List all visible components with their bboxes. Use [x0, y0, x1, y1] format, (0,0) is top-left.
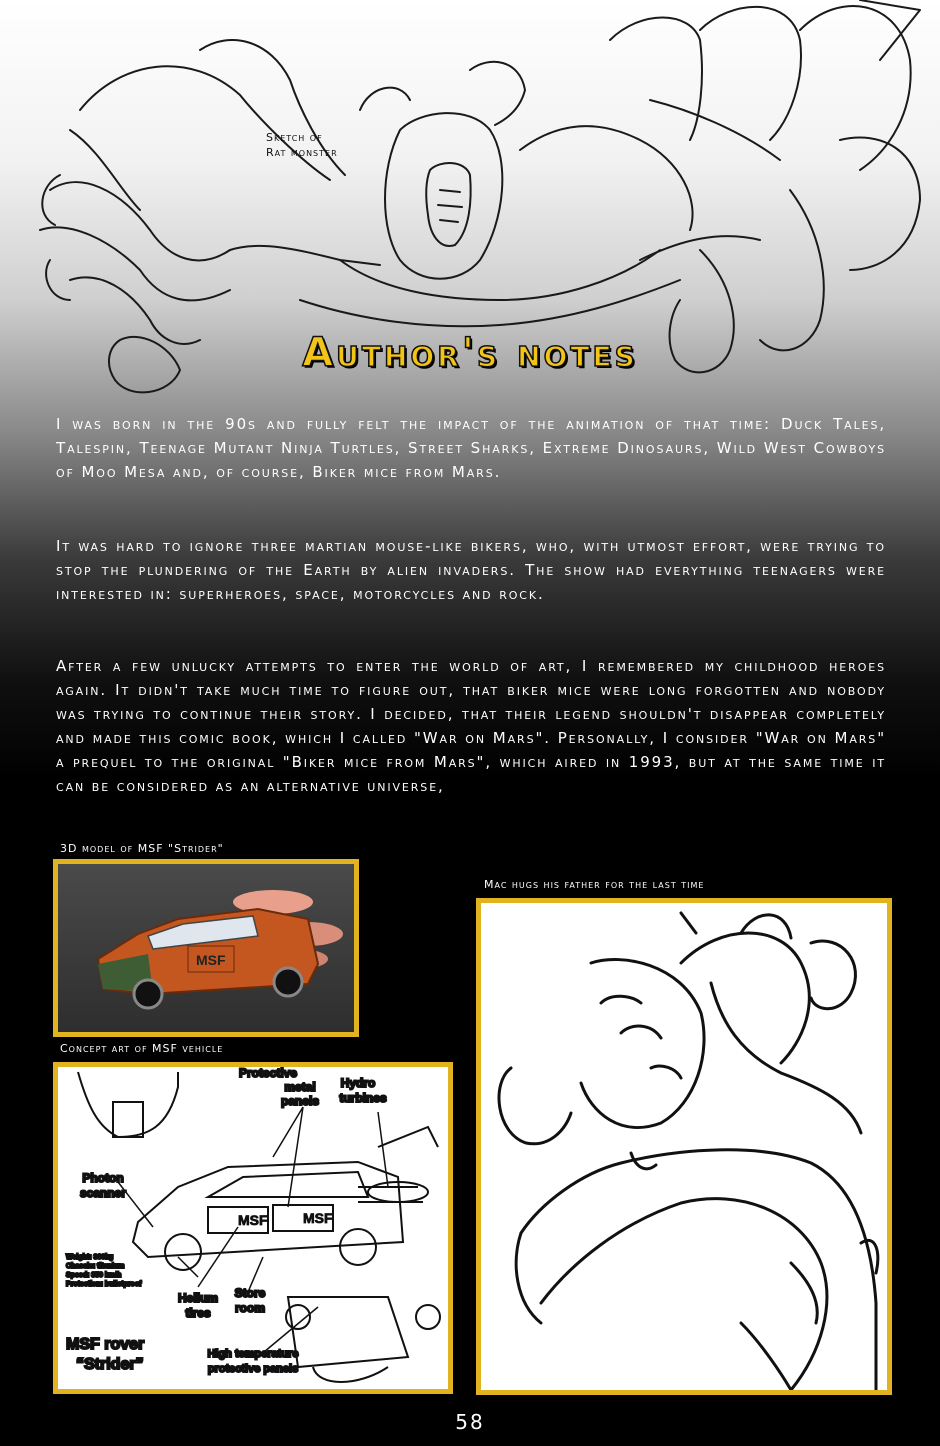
label-hydro-1: Hydro: [340, 1076, 376, 1090]
label-protective-2: metal: [284, 1080, 316, 1094]
concept-art-image: [53, 1062, 453, 1394]
label-protective-1: Protective: [238, 1067, 298, 1080]
label-protective-3: panels: [280, 1094, 320, 1108]
sketch-caption-line1: Sketch of: [266, 131, 323, 144]
label-helium-1: Helium: [177, 1291, 219, 1305]
spec-chassis: Chassis: titanium: [66, 1263, 125, 1270]
label-photon-1: Photon: [82, 1171, 124, 1185]
paragraph-3: After a few unlucky attempts to enter the world of art, I remembered my childhood heroes again. It didn't take much time to figure out, that biker mice were long forgotten and nobody was trying to continue their story. I decided, that their legend shouldn't disappear completely and made this comic book, which I called "War on Mars". Personally, I consider "War on Mars" a prequel to the original "Biker mice from Mars", which aired in 1993, but at the same time it can be considered as an alternative universe,: [56, 657, 886, 795]
page-title: Author's notes: [302, 330, 638, 376]
label-helium-2: tires: [185, 1306, 211, 1320]
label-rover-name-1: MSF rover: [66, 1336, 145, 1353]
label-hydro-2: turbines: [339, 1091, 387, 1105]
label-rover-name-2: “Strider”: [76, 1356, 144, 1373]
label-msf-right: MSF: [303, 1210, 333, 1226]
paragraph-1: I was born in the 90s and fully felt the impact of the animation of that time: Duck Tales, Talespin, Teenage Mutant Ninja Turtles, Street Sharks, Extreme Dinosaurs, Wild West Cowboys of Moo Mesa and, of course, Biker mice from Mars.: [56, 415, 886, 481]
concept-caption: Concept art of MSF vehicle: [60, 1042, 224, 1055]
paragraph-2: It was hard to ignore three martian mouse-like bikers, who, with utmost effort, were trying to stop the plundering of the Earth by alien invaders. The show had everything teenagers were interested in: superheroes, space, motorcycles and rock.: [56, 537, 886, 603]
label-store-1: Store: [234, 1286, 266, 1300]
label-store-2: room: [235, 1301, 265, 1315]
label-hightemp-1: High temperature: [207, 1348, 299, 1360]
spec-weight: Weight: 360kg: [66, 1254, 114, 1261]
model-caption: 3D model of MSF "Strider": [60, 842, 224, 855]
sketch-caption: [266, 130, 386, 160]
label-photon-2: scanner: [79, 1186, 127, 1200]
label-hightemp-2: protective panels: [207, 1363, 299, 1375]
spec-protection: Protection: bulletproof: [66, 1281, 142, 1288]
sketch-caption-line2: Rat monster: [266, 146, 338, 159]
model-msf-badge: MSF: [196, 952, 226, 968]
mac-caption: Mac hugs his father for the last time: [484, 878, 705, 891]
mac-hug-image: [476, 898, 892, 1395]
page-number: 58: [455, 1410, 485, 1434]
label-msf-left: MSF: [238, 1212, 268, 1228]
spec-speed: Speed: 350 km/h: [66, 1272, 122, 1279]
model-image: [53, 859, 359, 1037]
